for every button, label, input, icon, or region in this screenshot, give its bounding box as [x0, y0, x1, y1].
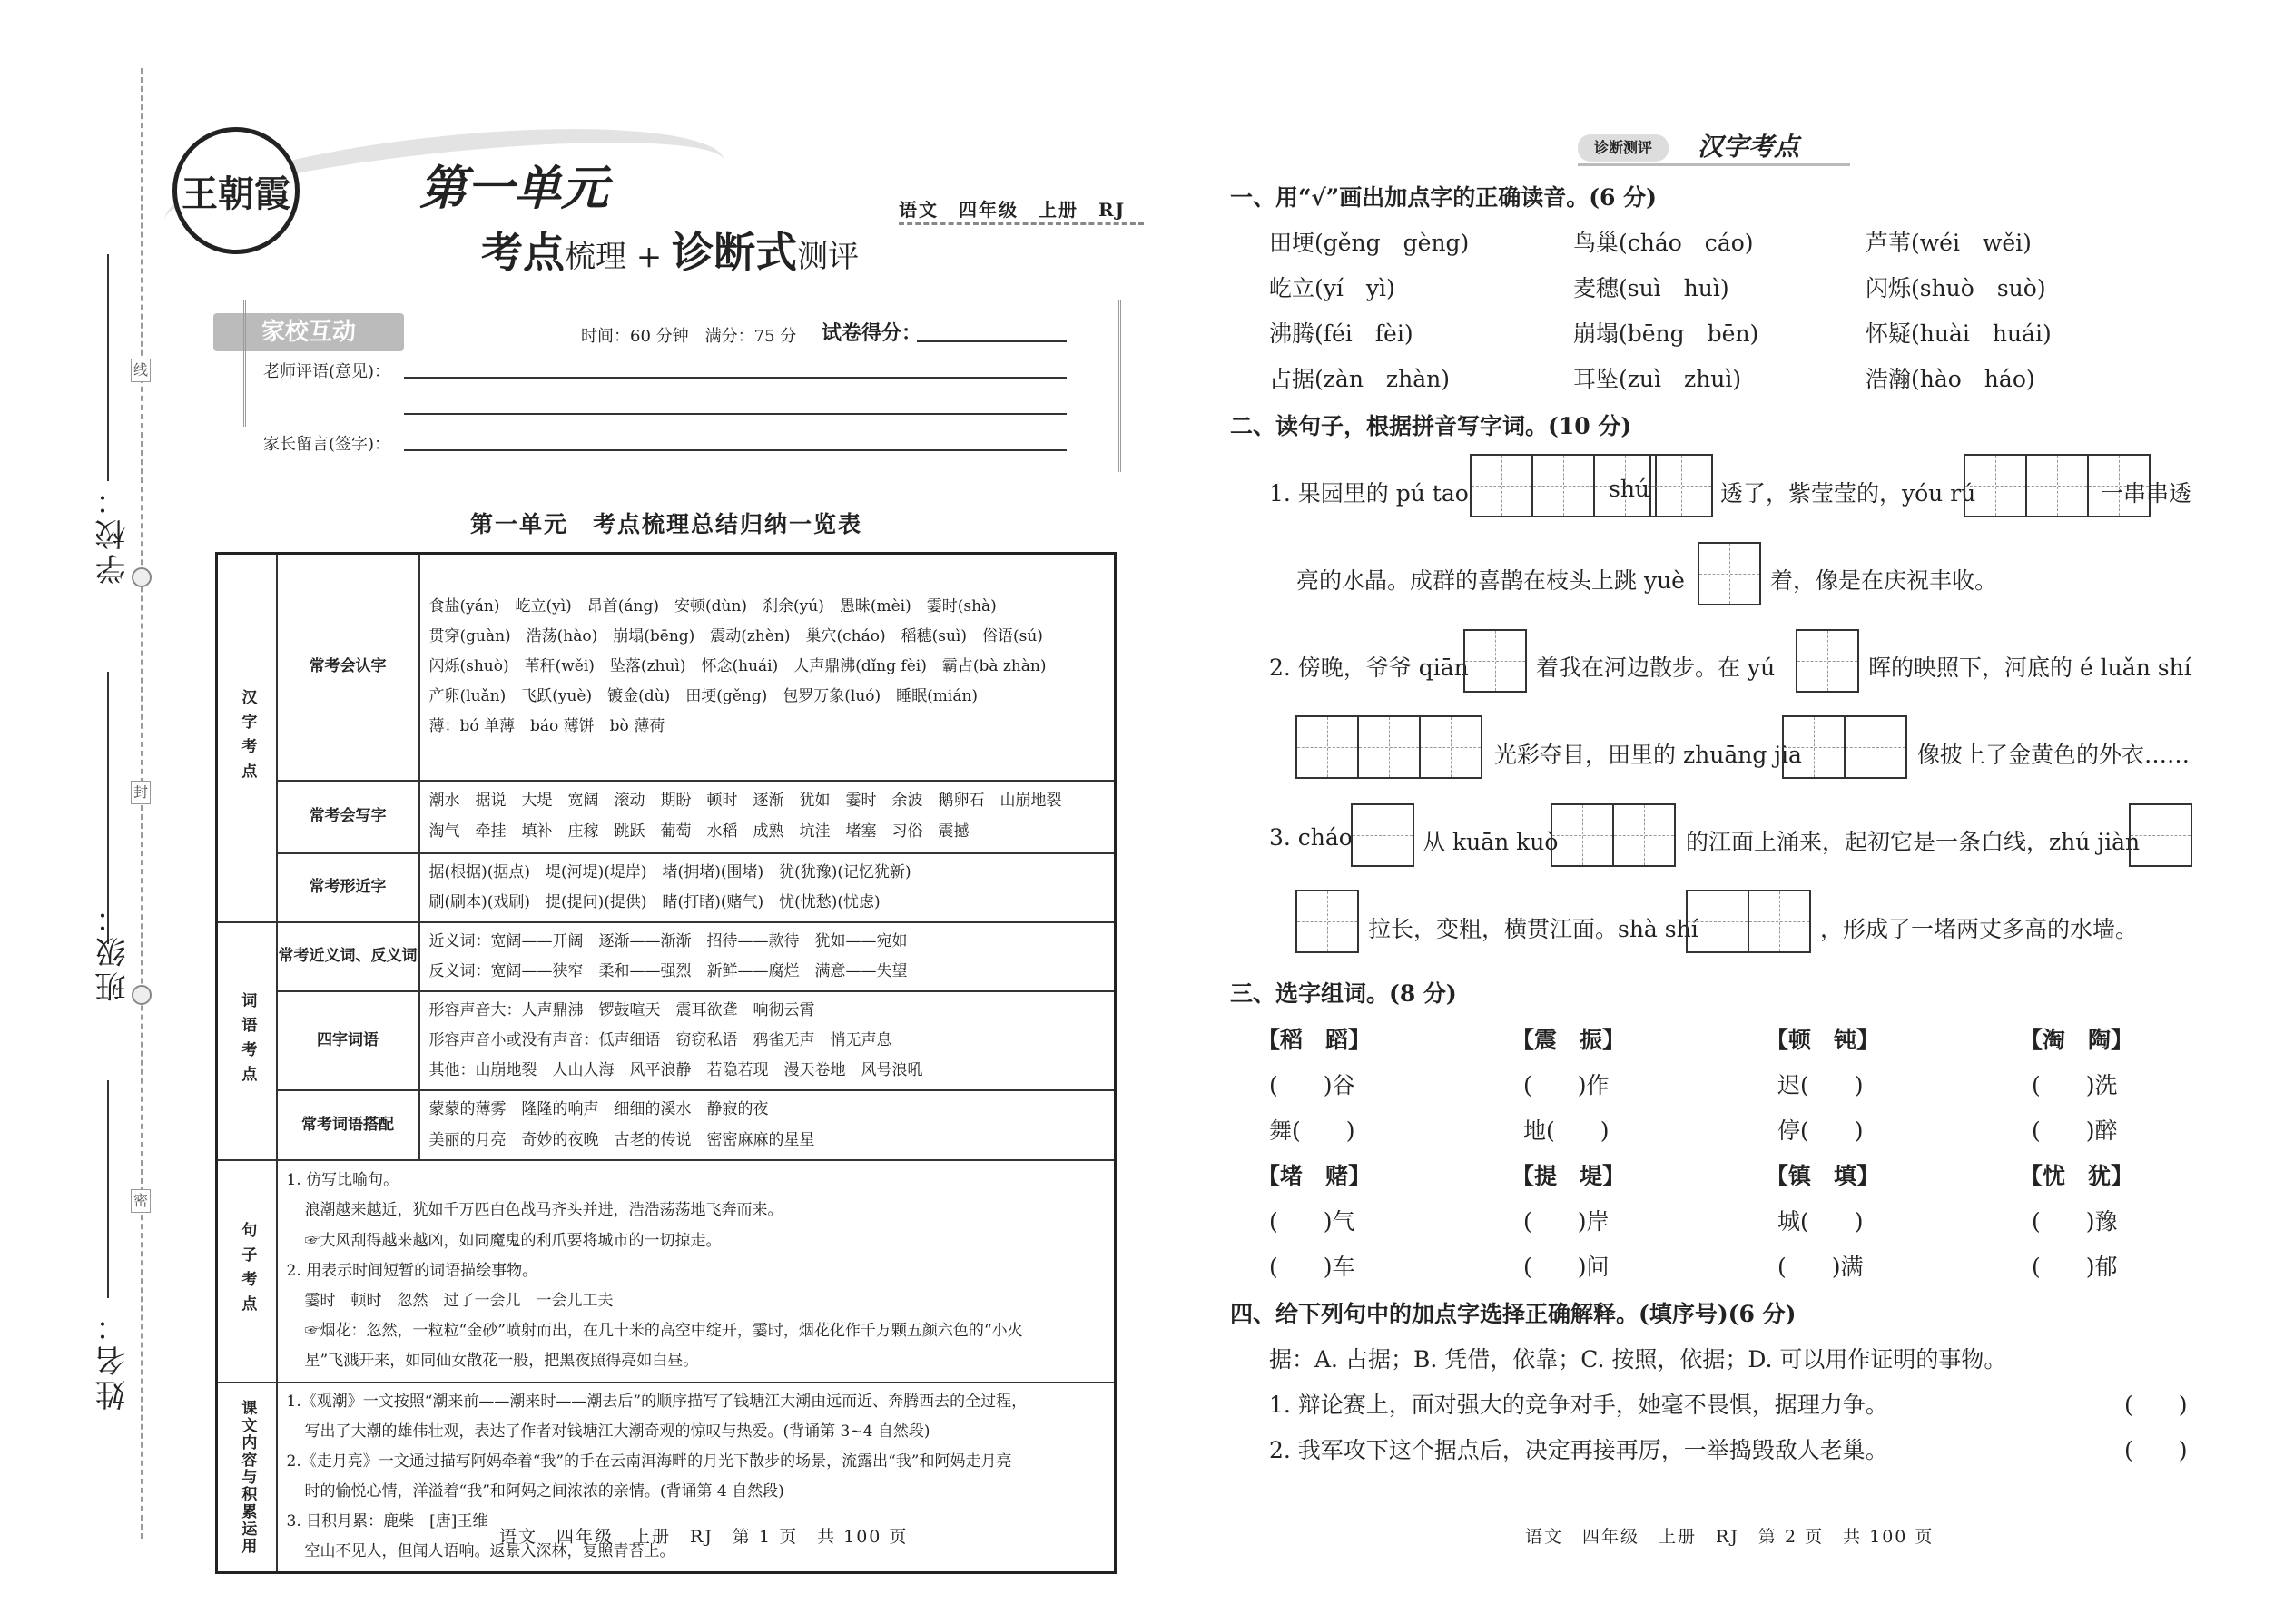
xiezi-content [419, 781, 1116, 853]
seal-mark: 密 [131, 1189, 151, 1213]
q4-sentence-2: 2. 我军攻下这个据点后，决定再接再厉，一举捣毁敌人老巢。 [1269, 1437, 1888, 1463]
write-grid[interactable] [1551, 803, 1676, 867]
q3-blank[interactable]: 舞( ) [1269, 1117, 1355, 1144]
q3-blank[interactable]: ( )醉 [2032, 1117, 2118, 1144]
juzi-line: 1. 仿写比喻句。 [286, 1171, 399, 1190]
question-2-title: 二、读句子，根据拼音写字词。(10 分) [1230, 413, 1632, 439]
home-school-badge: 家校互动 [213, 313, 404, 351]
row-label-xiezi: 常考会写字 [277, 781, 419, 853]
q2-text: 透了，紫莹莹的，yóu rú [1720, 480, 1976, 507]
page-subtitle [481, 220, 859, 280]
name-line [107, 1080, 109, 1298]
binding-ring [132, 567, 152, 587]
q2-text: 晖的映照下，河底的 é luǎn shí [1868, 655, 2191, 681]
teacher-comment-line[interactable] [404, 413, 1067, 415]
q3-blank[interactable]: ( )气 [1269, 1208, 1355, 1235]
q1-item[interactable]: 占据(zàn zhàn) [1269, 366, 1450, 392]
kewen-line: 1.《观潮》一文按照“潮来前——潮来时——潮去后”的顺序描写了钱塘江大潮由远而近、奔腾西去的全过程， [286, 1392, 1028, 1411]
time-info: 时间：60 分钟 满分：75 分 [581, 327, 797, 346]
score-label-text: 试卷得分： [822, 321, 922, 345]
renzi-line: 贯穿(guàn) 浩荡(hào) 崩塌(bēng) 震动(zhèn) 巢穴(cháo) 稻穗(suì) 俗语(sú) [428, 627, 1043, 646]
juzi-content [277, 1160, 1116, 1383]
class-label: 班级： [95, 899, 132, 1002]
q3-blank[interactable]: ( )车 [1269, 1254, 1355, 1280]
category-ciyu: 词语考点 [217, 922, 277, 1160]
q1-item[interactable]: 鸟巢(cháo cáo) [1573, 230, 1754, 256]
subtitle-shuli: 梳理 + [565, 239, 673, 275]
corner-decoration [243, 300, 246, 427]
q1-item[interactable]: 芦苇(wéi wěi) [1866, 230, 2032, 256]
q2-text: shú [1609, 476, 1650, 502]
sizi-content [419, 991, 1116, 1090]
row-label-dapei: 常考词语搭配 [277, 1090, 419, 1159]
question-4-title: 四、给下列句中的加点字选择正确解释。(填序号)(6 分) [1230, 1301, 1797, 1327]
q3-char-group: 【提 堤】 [1511, 1163, 1626, 1189]
q1-item[interactable]: 田埂(gěng gèng) [1269, 230, 1470, 256]
xingjin-line: 据(根据)(据点) 堤(河堤)(堤岸) 堵(拥堵)(围堵) 犹(犹豫)(记忆犹新) [428, 862, 911, 881]
juzi-line: 浪潮越来越近，犹如千万匹白色战马齐头并进，浩浩荡荡地飞奔而来。 [304, 1201, 783, 1220]
row-label-sizi: 四字词语 [277, 991, 419, 1090]
q3-blank[interactable]: ( )洗 [2032, 1072, 2118, 1098]
q3-blank[interactable]: ( )郁 [2032, 1254, 2118, 1280]
write-grid[interactable] [1782, 715, 1907, 779]
q3-char-group: 【镇 填】 [1766, 1163, 1880, 1189]
q4-options: 据：A. 占据；B. 凭借，依靠；C. 按照，依据；D. 可以用作证明的事物。 [1269, 1346, 2007, 1373]
q3-blank[interactable]: 城( ) [1777, 1208, 1864, 1235]
topic-title: 汉字考点 [1698, 132, 1800, 162]
q3-blank[interactable]: ( )谷 [1269, 1072, 1355, 1098]
subtitle-kaodian: 考点 [481, 228, 565, 277]
right-footer: 语文 四年级 上册 RJ 第 2 页 共 100 页 [1525, 1527, 1935, 1547]
juzi-line: 2. 用表示时间短暂的词语描绘事物。 [286, 1261, 538, 1280]
q1-item[interactable]: 浩瀚(hào háo) [1866, 366, 2035, 392]
q3-blank[interactable]: 停( ) [1777, 1117, 1864, 1144]
renzi-line: 食盐(yán) 屹立(yì) 昂首(áng) 安顿(dùn) 刹余(yú) 愚昧(mèi) 霎时(shà) [428, 596, 997, 615]
write-grid[interactable] [1796, 629, 1859, 693]
xiezi-line: 淘气 牵挂 填补 庄稼 跳跃 葡萄 水稻 成熟 坑洼 堵塞 习俗 震撼 [428, 822, 970, 841]
diagnostic-badge: 诊断测评 [1578, 134, 1669, 162]
q2-text: 亮的水晶。成群的喜鹊在枝头上跳 yuè [1296, 567, 1685, 594]
q1-item[interactable]: 屹立(yí yì) [1269, 275, 1395, 301]
q3-char-group: 【顿 钝】 [1766, 1027, 1880, 1053]
q2-text: 1. 果园里的 pú tao [1269, 480, 1469, 507]
summary-table-title: 第一单元 考点梳理总结归纳一览表 [470, 511, 863, 537]
q2-text: ，形成了一堵两丈多高的水墙。 [1820, 916, 2139, 942]
xiezi-line: 潮水 据说 大堤 宽阔 滚动 期盼 顿时 逐渐 犹如 霎时 余波 鹅卵石 山崩地裂 [428, 792, 1062, 811]
seal-mark: 封 [131, 781, 151, 804]
q3-char-group: 【震 振】 [1511, 1027, 1626, 1053]
book-info: 语文 四年级 上册 RJ [899, 199, 1127, 221]
q2-text: 光彩夺目，田里的 zhuāng jia [1494, 742, 1802, 768]
kewen-line: 2.《走月亮》一文通过描写阿妈牵着“我”的手在云南洱海畔的月光下散步的场景，流露出“我”和阿妈走月亮 [286, 1452, 1012, 1471]
write-grid[interactable] [1295, 715, 1482, 779]
kewen-line: 3. 日积月累：鹿柴 [唐]王维 [286, 1512, 488, 1531]
score-blank[interactable] [917, 340, 1067, 342]
q4-answer-1[interactable]: ( ) [2124, 1392, 2188, 1418]
q3-blank[interactable]: 迟( ) [1777, 1072, 1864, 1098]
q3-blank[interactable]: ( )满 [1777, 1254, 1864, 1280]
summary-table [215, 552, 1117, 1574]
q3-blank[interactable]: 地( ) [1523, 1117, 1610, 1144]
category-kewen: 课文内容与积累运用 [217, 1383, 277, 1572]
write-grid[interactable] [1686, 890, 1811, 953]
corner-decoration [1118, 300, 1121, 472]
jinfan-line: 近义词：宽阔——开阔 逐渐——渐渐 招待——款待 犹如——宛如 [428, 931, 908, 950]
parent-comment-line[interactable] [404, 449, 1067, 451]
score-label [822, 318, 921, 346]
q1-item[interactable]: 沸腾(féi fèi) [1269, 320, 1413, 347]
xingjin-content [419, 853, 1116, 922]
q2-text: 像披上了金黄色的外衣…… [1917, 742, 2191, 768]
renzi-content [419, 554, 1116, 781]
school-label: 学校： [95, 481, 132, 585]
unit-title: 第一单元 [419, 161, 609, 216]
juzi-line: ☞烟花：忽然，一粒粒“金砂”喷射而出，在几十米的高空中绽开，霎时，烟花化作千万颗五颜六色的“小火 [304, 1321, 1023, 1340]
q2-text: 着我在河边散步。在 yú [1536, 655, 1776, 681]
q3-char-group: 【淘 陶】 [2020, 1027, 2134, 1053]
parent-comment-label: 家长留言(签字)： [263, 435, 391, 454]
write-grid[interactable] [1649, 454, 1713, 517]
left-footer: 语文 四年级 上册 RJ 第 1 页 共 100 页 [499, 1527, 909, 1547]
teacher-comment-line[interactable] [404, 377, 1067, 379]
kewen-line: 写出了大潮的雄伟壮观，表达了作者对钱塘江大潮奇观的惊叹与热爱。(背诵第 3~4 自然段) [304, 1422, 930, 1441]
q4-sentence-1: 1. 辩论赛上，面对强大的竞争对手，她毫不畏惧，据理力争。 [1269, 1392, 1888, 1418]
q2-text: 从 kuān kuò [1423, 829, 1559, 855]
kewen-line: 空山不见人，但闻人语响。返景入深林，复照青苔上。 [304, 1542, 675, 1561]
name-label: 姓名： [95, 1307, 132, 1411]
q3-blank[interactable]: ( )豫 [2032, 1208, 2118, 1235]
question-1-title: 一、用“√”画出加点字的正确读音。(6 分) [1230, 184, 1657, 211]
kewen-line: 时的愉悦心情，洋溢着“我”和阿妈之间浓浓的亲情。(背诵第 4 自然段) [304, 1482, 784, 1501]
juzi-line: 霎时 顿时 忽然 过了一会儿 一会儿工夫 [304, 1291, 614, 1310]
renzi-line: 闪烁(shuò) 苇秆(wěi) 坠落(zhuì) 怀念(huái) 人声鼎沸(dǐng fèi) 霸占(bà zhàn) [428, 657, 1047, 676]
jinfan-line: 反义词：宽阔——狭窄 柔和——强烈 新鲜——腐烂 满意——失望 [428, 961, 908, 980]
q1-item[interactable]: 怀疑(huài huái) [1866, 320, 2052, 347]
write-grid[interactable] [1351, 803, 1414, 867]
school-line [107, 254, 109, 481]
q1-item[interactable]: 崩塌(bēng bēn) [1573, 320, 1759, 347]
write-grid[interactable] [1463, 629, 1527, 693]
row-label-jinfan: 常考近义词、反义词 [277, 922, 419, 991]
jinfan-content [419, 922, 1116, 991]
dapei-content [419, 1090, 1116, 1159]
q2-text: 的江面上涌来，起初它是一条白线，zhú jiàn [1686, 829, 2141, 855]
q2-text: 2. 傍晚，爷爷 qiān [1269, 655, 1469, 681]
xingjin-line: 刷(刷本)(戏刷) 提(提问)(提供) 睹(打睹)(赌气) 忧(忧愁)(忧虑) [428, 892, 881, 911]
q3-char-group: 【忧 犹】 [2020, 1163, 2134, 1189]
write-grid[interactable] [2129, 803, 2192, 867]
dapei-line: 美丽的月亮 奇妙的夜晚 古老的传说 密密麻麻的星星 [428, 1130, 815, 1149]
q4-answer-2[interactable]: ( ) [2124, 1437, 2188, 1463]
topic-underline [1578, 163, 1850, 166]
header-dash-decoration [899, 222, 1144, 225]
seal-mark: 线 [131, 359, 151, 382]
binding-ring [132, 985, 152, 1005]
publisher-logo: 王朝霞 [172, 127, 300, 254]
row-label-renzi: 常考会认字 [277, 554, 419, 781]
q2-text: 拉长，变粗，横贯江面。shà shí [1368, 916, 1698, 942]
teacher-comment-label: 老师评语(意见)： [263, 362, 391, 381]
write-grid[interactable] [1295, 890, 1359, 953]
juzi-line: 星”飞溅开来，如同仙女散花一般，把黑夜照得亮如白昼。 [304, 1352, 699, 1371]
q3-char-group: 【堵 赌】 [1257, 1163, 1372, 1189]
q3-char-group: 【稻 蹈】 [1257, 1027, 1372, 1053]
juzi-line: ☞大风刮得越来越凶，如同魔鬼的利爪要将城市的一切掠走。 [304, 1231, 722, 1250]
question-3-title: 三、选字组词。(8 分) [1230, 980, 1457, 1007]
q3-blank[interactable]: ( )问 [1523, 1254, 1610, 1280]
subtitle-zhenduanshi: 诊断式 [672, 228, 798, 277]
category-hanzi: 汉字考点 [217, 554, 277, 922]
subtitle-ceping: 测评 [797, 239, 860, 275]
q2-text: 3. cháo [1269, 824, 1353, 851]
renzi-line: 产卵(luǎn) 飞跃(yuè) 镀金(dù) 田埂(gěng) 包罗万象(luó) 睡眠(mián) [428, 687, 979, 706]
dapei-line: 蒙蒙的薄雾 隆隆的响声 细细的溪水 静寂的夜 [428, 1100, 769, 1119]
row-label-xingjin: 常考形近字 [277, 853, 419, 922]
q2-text: 着，像是在庆祝丰收。 [1770, 567, 1998, 594]
q1-item[interactable]: 麦穗(suì huì) [1573, 275, 1729, 301]
q3-blank[interactable]: ( )作 [1523, 1072, 1610, 1098]
q3-blank[interactable]: ( )岸 [1523, 1208, 1610, 1235]
q2-text: 一串串透 [2101, 480, 2192, 507]
renzi-line: 薄：bó 单薄 báo 薄饼 bò 薄荷 [428, 717, 665, 736]
sizi-line: 其他：山崩地裂 人山人海 风平浪静 若隐若现 漫天卷地 风号浪吼 [428, 1061, 923, 1080]
q1-item[interactable]: 闪烁(shuò suò) [1866, 275, 2046, 301]
write-grid[interactable] [1698, 542, 1761, 605]
category-juzi: 句子考点 [217, 1160, 277, 1383]
sizi-line: 形容声音小或没有声音：低声细语 窃窃私语 鸦雀无声 悄无声息 [428, 1031, 892, 1050]
q1-item[interactable]: 耳坠(zuì zhuì) [1573, 366, 1742, 392]
sizi-line: 形容声音大：人声鼎沸 锣鼓喧天 震耳欲聋 响彻云霄 [428, 1001, 815, 1020]
